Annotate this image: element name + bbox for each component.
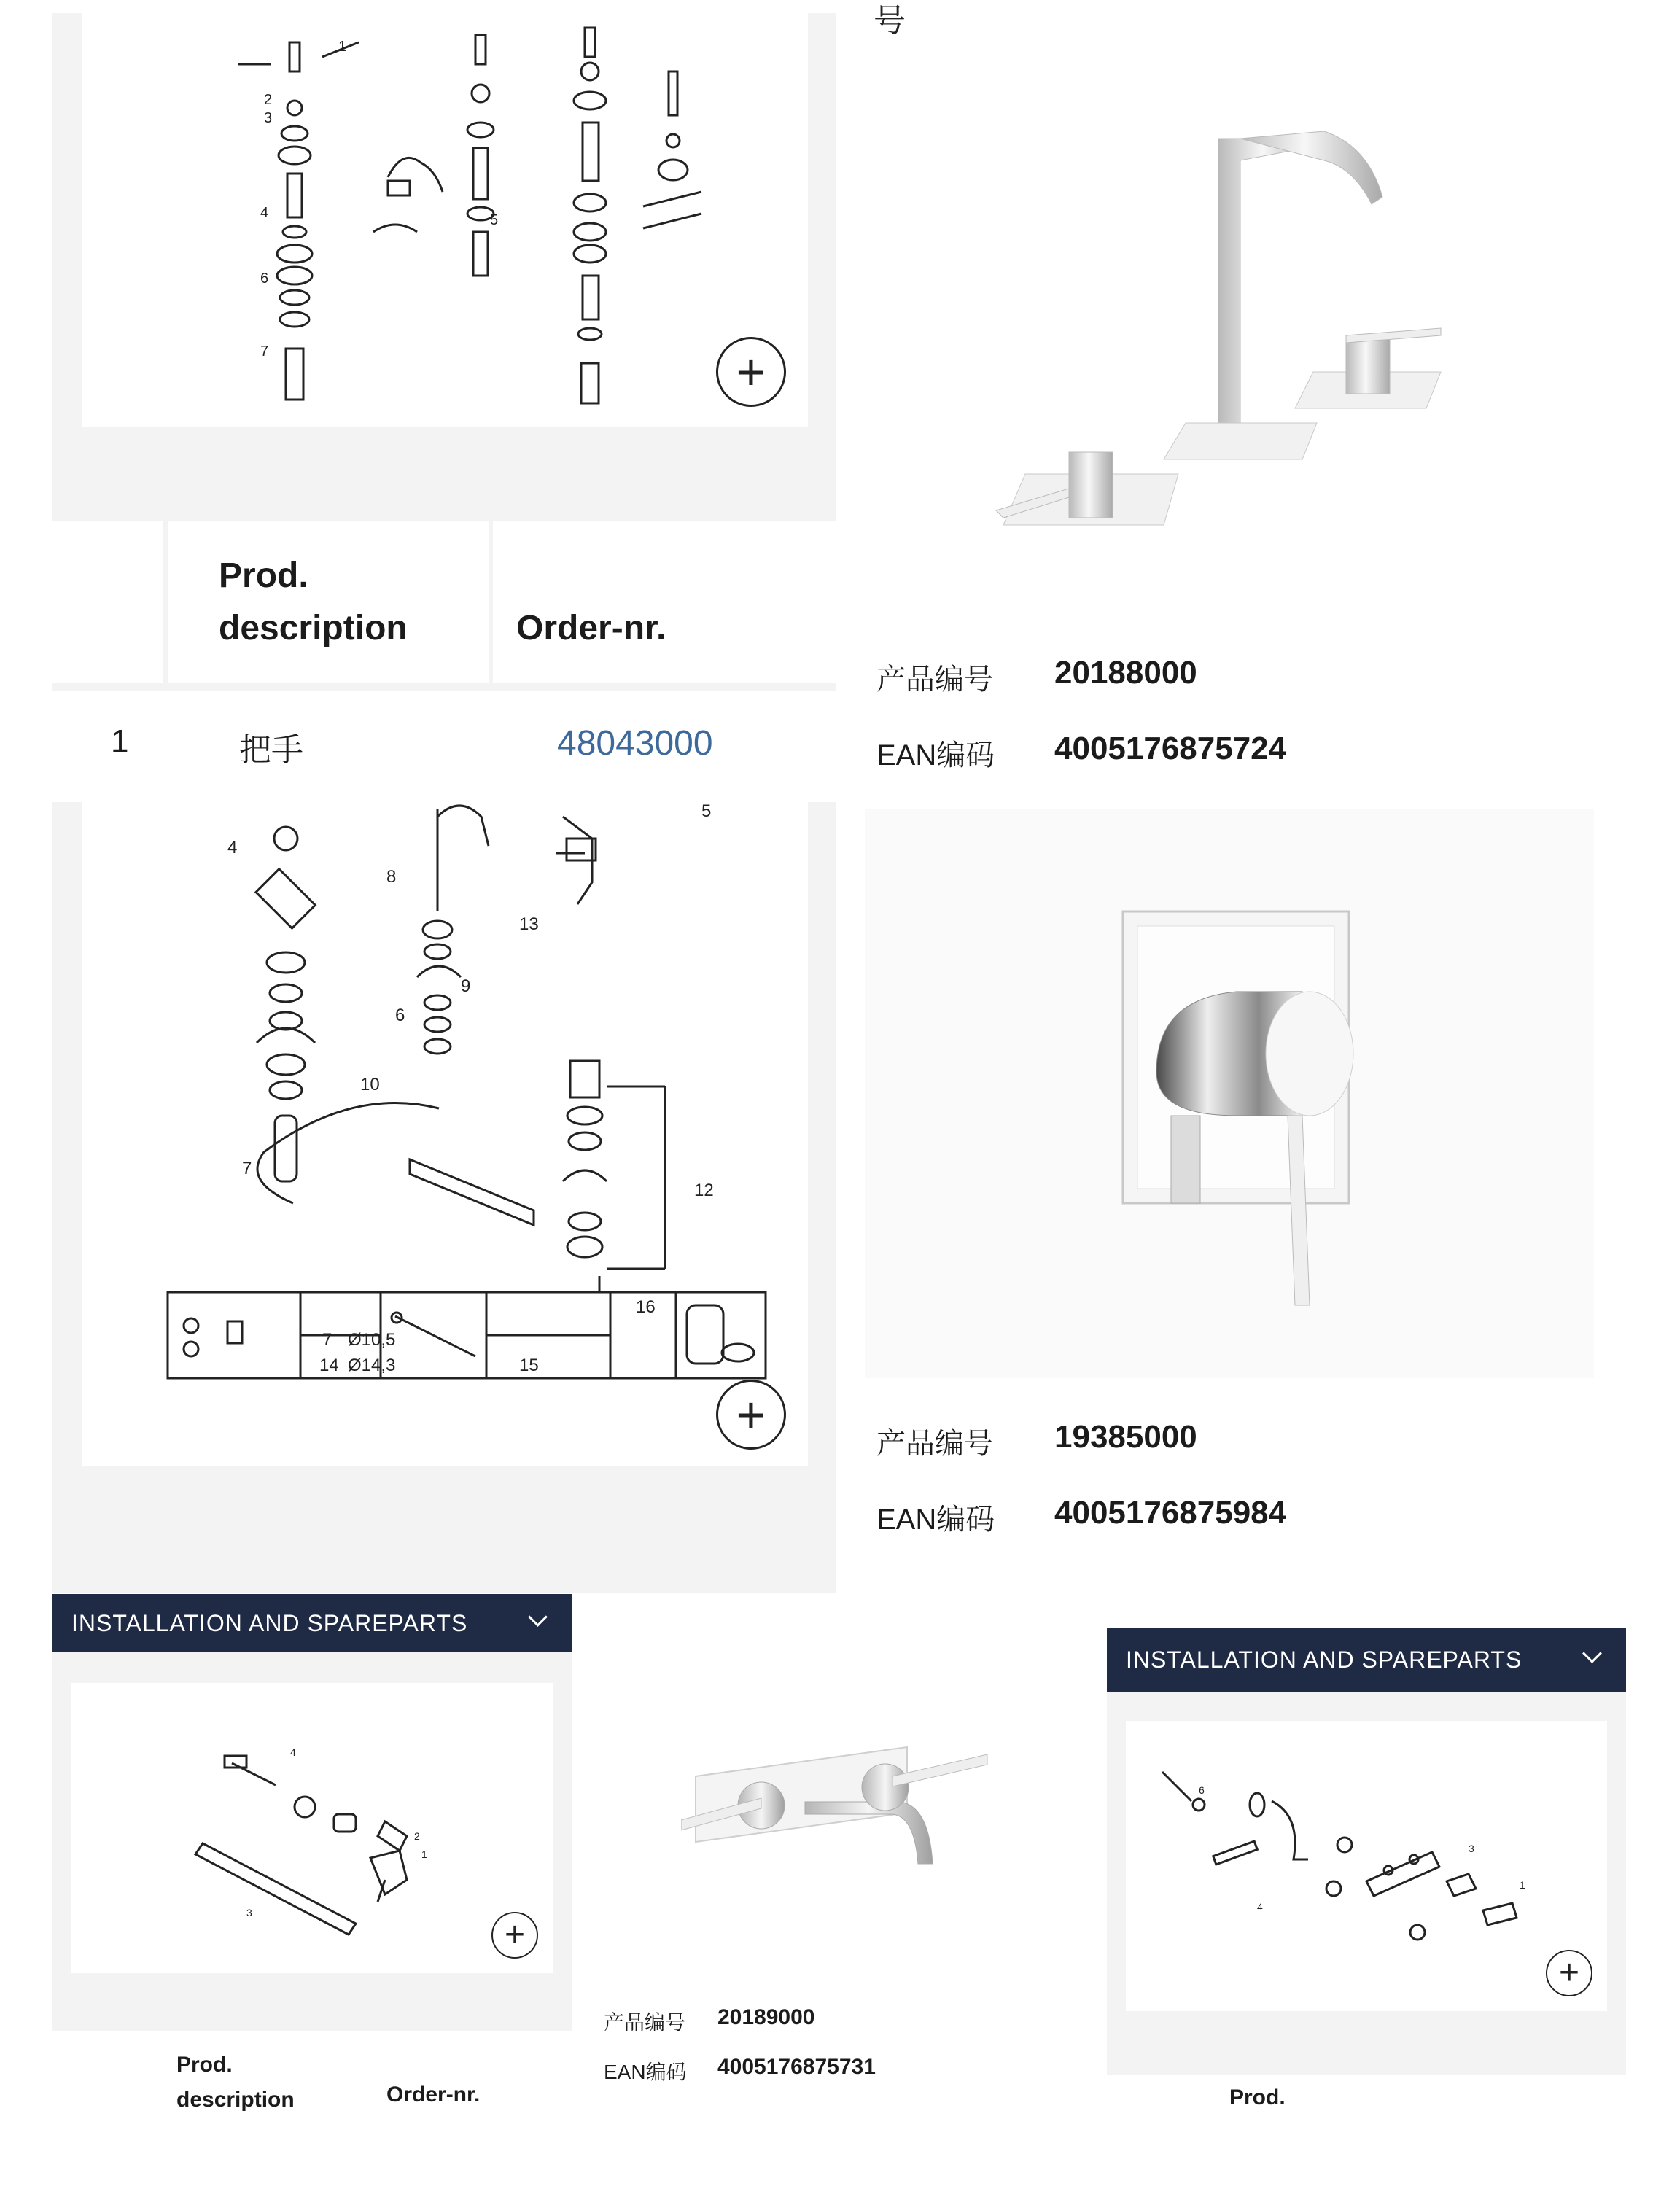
table-header-prod-description: Prod. description	[176, 2053, 295, 2112]
chevron-down-icon	[528, 1607, 548, 1627]
diagram-label: 1	[338, 39, 347, 55]
svg-text:5: 5	[701, 802, 712, 821]
table-header-blank	[52, 521, 163, 683]
product-no-value: 20188000	[1054, 655, 1197, 691]
shower-valve-image	[1113, 897, 1404, 1349]
zoom-plus-button-2[interactable]	[716, 1380, 786, 1450]
plus-circle-icon: +	[1558, 1953, 1580, 1992]
svg-text:8: 8	[386, 867, 397, 887]
svg-text:7: 7	[322, 1330, 332, 1350]
bottom-right-panel	[1107, 1594, 1626, 2126]
installation-spareparts-header[interactable]	[52, 1594, 572, 1652]
svg-text:3: 3	[246, 1907, 252, 1918]
svg-text:Ø10,5: Ø10,5	[348, 1330, 396, 1350]
svg-text:4: 4	[260, 205, 269, 221]
zoom-plus-button[interactable]	[716, 337, 786, 407]
exploded-diagram-3	[71, 1683, 553, 1973]
table-header-order-nr: Order-nr.	[493, 521, 836, 683]
product-no-value: 20189000	[718, 2005, 815, 2029]
table-header-order-nr: Order-nr.	[386, 2083, 481, 2107]
svg-text:6: 6	[1199, 1784, 1205, 1796]
zoom-plus-button-3[interactable]	[491, 1912, 538, 1959]
svg-text:3: 3	[1469, 1843, 1474, 1854]
table-row	[52, 691, 836, 801]
basin-mixer-image	[974, 117, 1485, 569]
svg-text:7: 7	[260, 343, 269, 359]
section-title: INSTALLATION AND SPAREPARTS	[1126, 1646, 1522, 1673]
exploded-diagram-2	[82, 802, 808, 1466]
exploded-diagram-1	[82, 13, 808, 427]
right-mid-panel	[836, 802, 1625, 1593]
ean-label: EAN编码	[604, 2061, 687, 2083]
plus-circle-icon: +	[736, 1386, 766, 1443]
svg-text:Ø14,3: Ø14,3	[348, 1356, 396, 1375]
left-mid-panel	[52, 802, 836, 1593]
section-title: INSTALLATION AND SPAREPARTS	[71, 1609, 468, 1636]
plus-circle-icon: +	[736, 343, 766, 400]
svg-text:9: 9	[461, 976, 471, 996]
svg-text:1: 1	[1520, 1879, 1525, 1891]
ean-label: EAN编码	[876, 1504, 995, 1536]
order-number-link[interactable]: 48043000	[557, 724, 713, 763]
exploded-diagram-card-2	[82, 802, 808, 1466]
exploded-diagram-card	[82, 13, 808, 427]
svg-text:6: 6	[260, 271, 269, 287]
svg-text:2: 2	[414, 1830, 420, 1842]
table-header-row	[52, 2031, 572, 2126]
svg-text:1: 1	[421, 1848, 427, 1860]
table-header-prod-description: Prod. description	[168, 521, 489, 683]
ean-value: 4005176875984	[1054, 1495, 1287, 1531]
ean-value: 4005176875724	[1054, 731, 1287, 766]
svg-text:7: 7	[242, 1159, 252, 1178]
installation-spareparts-header[interactable]	[1107, 1628, 1626, 1692]
panel-spacer	[1107, 1594, 1626, 1628]
product-no-label: 产品编号	[876, 1428, 993, 1460]
product-no-label: 产品编号	[876, 664, 993, 696]
svg-text:2: 2	[264, 92, 273, 108]
row-index: 1	[111, 723, 129, 759]
zoom-plus-button-4[interactable]	[1546, 1950, 1592, 1996]
exploded-diagram-card-3	[71, 1683, 553, 1973]
svg-text:6: 6	[395, 1006, 405, 1025]
svg-text:4: 4	[290, 1746, 296, 1758]
svg-text:5: 5	[490, 212, 499, 228]
svg-text:3: 3	[264, 110, 273, 126]
svg-text:10: 10	[360, 1075, 380, 1094]
partial-label: 号	[874, 3, 906, 39]
row-description: 把手	[239, 732, 303, 768]
ean-label: EAN编码	[876, 739, 995, 771]
right-top-panel	[836, 0, 1625, 801]
product-no-value: 19385000	[1054, 1419, 1197, 1455]
left-top-panel	[52, 13, 836, 801]
exploded-diagram-4	[1126, 1721, 1607, 2011]
svg-text:4: 4	[228, 838, 238, 858]
svg-text:12: 12	[694, 1181, 714, 1200]
chevron-down-icon	[1582, 1644, 1602, 1663]
table-header-prod-partial: Prod.	[1229, 2085, 1286, 2110]
ean-value: 4005176875731	[718, 2055, 876, 2079]
table-header-row	[1107, 2075, 1626, 2126]
bottom-left-panel	[52, 1594, 572, 2126]
svg-text:13: 13	[519, 914, 539, 934]
svg-text:16: 16	[636, 1297, 656, 1317]
svg-text:15: 15	[519, 1356, 539, 1375]
plus-circle-icon: +	[504, 1916, 526, 1954]
exploded-diagram-card-4	[1126, 1721, 1607, 2011]
wall-mixer-image	[681, 1733, 1031, 1908]
product-no-label: 产品编号	[604, 2011, 686, 2034]
bottom-mid-panel	[572, 1594, 1107, 2126]
svg-text:4: 4	[1257, 1901, 1263, 1913]
svg-text:14: 14	[319, 1356, 339, 1375]
